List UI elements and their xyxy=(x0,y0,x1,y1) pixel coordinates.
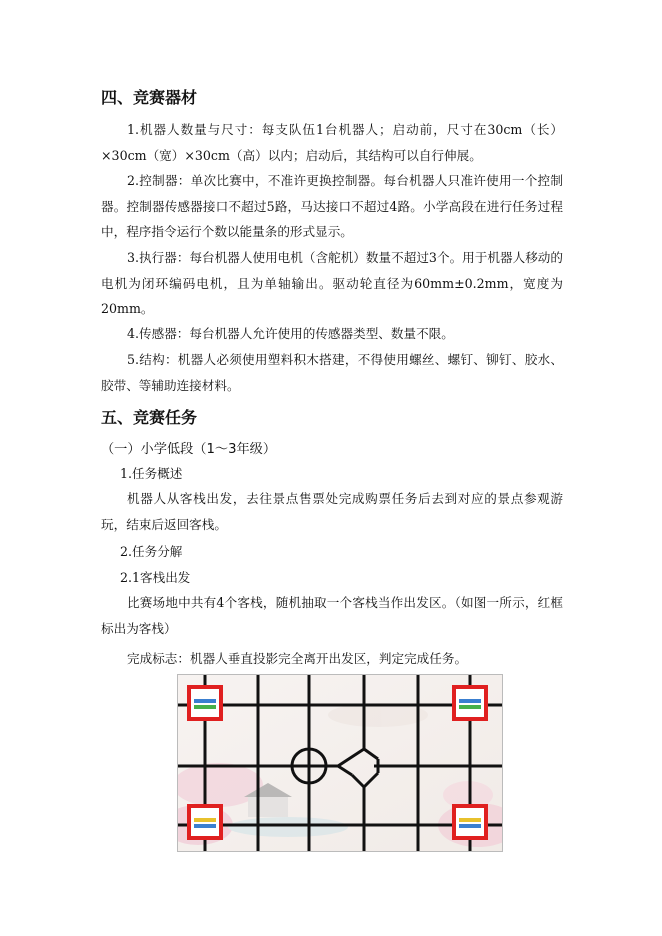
completion-text: 完成标志：机器人垂直投影完全离开出发区，判定完成任务。 xyxy=(127,651,468,666)
item-4-sensor: 4.传感器：每台机器人允许使用的传感器类型、数量不限。 xyxy=(127,326,454,341)
step-heading: 2.1客栈出发 xyxy=(120,570,191,585)
section-5-title: 五、竞赛任务 xyxy=(101,408,198,427)
item-5-structure: 5.结构：机器人必须使用塑料积木搭建，不得使用螺丝、螺钉、铆钉、胶水、胶带、等辅助连接材料。 xyxy=(101,352,563,393)
item-3-actuator: 3.执行器：每台机器人使用电机（含舵机）数量不超过3个。用于机器人移动的电机为闭环编码电机，且为单轴输出。驱动轮直径为60mm±0.2mm，宽度为20mm。 xyxy=(101,250,563,317)
inn-bottom-left xyxy=(189,806,221,838)
section-4-title: 四、竞赛器材 xyxy=(101,88,198,107)
item-1-robot-size: 1.机器人数量与尺寸：每支队伍1台机器人；启动前，尺寸在30cm（长）×30cm（宽）×30cm（高）以内；启动后，其结构可以自行伸展。 xyxy=(101,122,563,163)
inn-bottom-right xyxy=(454,806,486,838)
overview-text: 机器人从客栈出发，去往景点售票处完成购票任务后去到对应的景点参观游玩，结束后返回客栈。 xyxy=(101,491,563,532)
subsection-title: （一）小学低段（1～3年级） xyxy=(101,442,277,457)
inn-top-right xyxy=(454,687,486,719)
step-text: 比赛场地中共有4个客栈，随机抽取一个客栈当作出发区。（如图一所示，红框标出为客栈） xyxy=(101,595,563,636)
competition-field-map xyxy=(177,674,503,852)
breakdown-heading: 2.任务分解 xyxy=(120,544,183,559)
item-2-controller: 2.控制器：单次比赛中，不准许更换控制器。每台机器人只准许使用一个控制器。控制器传感器接口不超过5路，马达接口不超过4路。小学高段在进行任务过程中，程序指令运行个数以能量条的形式显示。 xyxy=(101,173,563,240)
field-map-drawing xyxy=(178,675,502,851)
overview-heading: 1.任务概述 xyxy=(120,466,183,481)
inn-top-left xyxy=(189,687,221,719)
